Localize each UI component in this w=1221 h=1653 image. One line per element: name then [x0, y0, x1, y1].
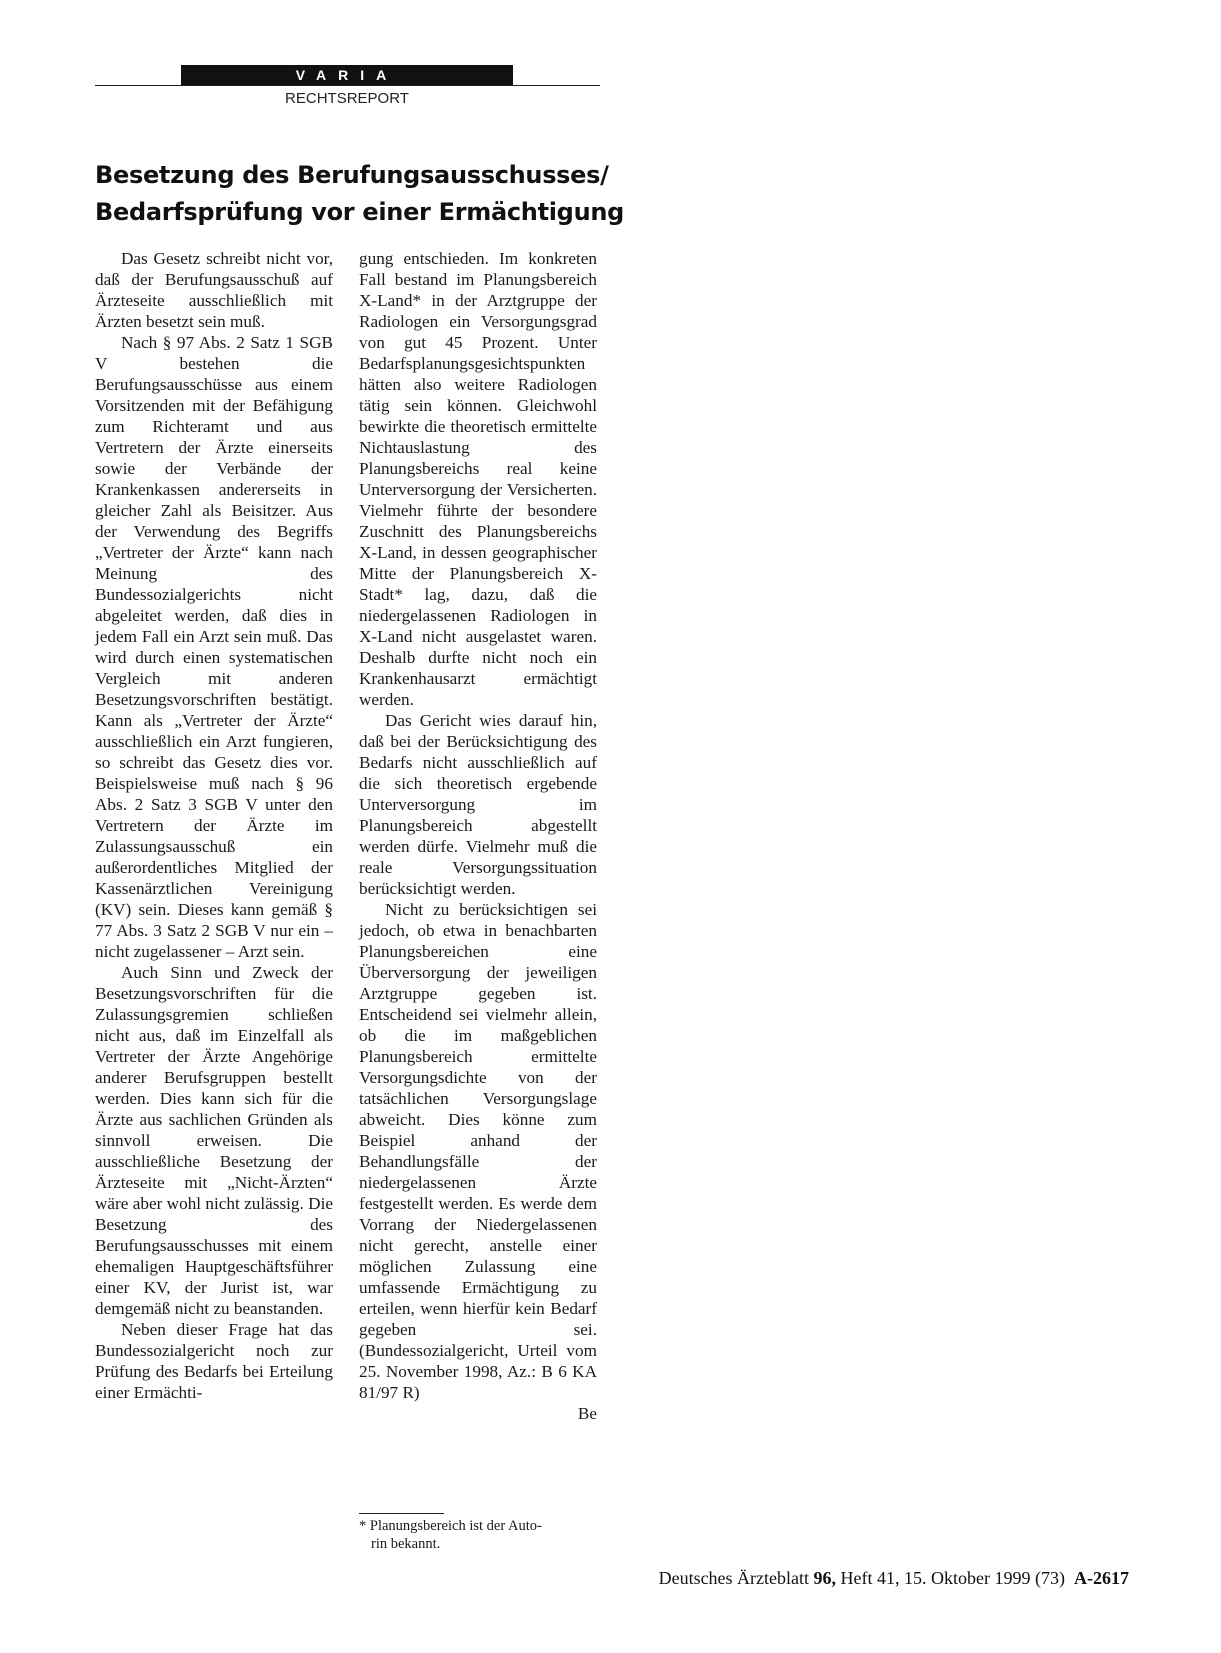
article-title-line-1: Besetzung des Berufungsausschusses/ [95, 161, 609, 189]
journal-name: Deutsches Ärzteblatt [658, 1568, 810, 1588]
header-rule [95, 85, 600, 86]
author-signature: Be [577, 1404, 597, 1423]
paragraph-continuation: gung entschieden. Im konkreten Fall bestand im Planungsbereich X-Land* in der Arztgruppe der Radiologen ein Versorgungsgrad von gut 45 Prozent. Unter Bedarfsplanungsgesichtspunkten hätten also weitere Radiologen tätig sein können. Gleichwohl bewirkte die theoretisch ermittelte Nichtauslastung des Planungsbereichs real keine Unterversorgung der Versicherten. Vielmehr führte der besondere Zuschnitt des Planungsbereichs X-Land, in dessen geographischer Mitte der Planungsbereich X-Stadt* lag, dazu, daß die niedergelassenen Radiologen in X-Land nicht ausgelastet waren. Deshalb durfte nicht noch ein Krankenhausarzt ermächtigt werden. [359, 249, 597, 709]
issue-info: Heft 41, 15. Oktober 1999 (73) [840, 1568, 1065, 1588]
paragraph: Das Gericht wies darauf hin, daß bei der Berücksichtigung des Bedarfs nicht ausschließlich auf die sich theoretisch ergebende Unterversorgung im Planungsbereich abgestellt werden dürfe. Vielmehr muß die reale Versorgungssituation berücksichtigt werden. [359, 711, 597, 898]
article-title [95, 157, 655, 231]
page-footer [659, 1568, 1129, 1589]
paragraph: Das Gesetz schreibt nicht vor, daß der Berufungsausschuß auf Ärzteseite ausschließlich mit Ärzten besetzt sein muß. [95, 249, 333, 331]
paragraph: Neben dieser Frage hat das Bundessozialgericht noch zur Prüfung des Bedarfs bei Erteilung einer Ermächti- [95, 1320, 333, 1402]
journal-volume: 96, [813, 1568, 837, 1588]
text-column-1 [95, 248, 333, 1403]
paragraph: Auch Sinn und Zweck der Besetzungsvorschriften für die Zulassungsgremien schließen nicht aus, daß im Einzelfall als Vertreter der Ärzte Angehörige anderer Berufsgruppen bestellt werden. Dies kann sich für die Ärzte aus sachlichen Gründen als sinnvoll erweisen. Die ausschließliche Besetzung der Ärzteseite mit „Nicht-Ärzten“ wäre aber wohl nicht zulässig. Die Besetzung des Berufungsausschusses mit einem ehemaligen Hauptgeschäftsführer einer KV, der Jurist ist, war demgemäß nicht zu beanstanden. [95, 963, 333, 1318]
footnote [359, 1517, 597, 1553]
footnote-rule [359, 1513, 444, 1514]
page-number: A-2617 [1074, 1568, 1129, 1588]
text-column-2 [359, 248, 597, 1424]
section-label: VARIA [181, 65, 513, 85]
paragraph: Nach § 97 Abs. 2 Satz 1 SGB V bestehen die Berufungsausschüsse aus einem Vorsitzenden mit der Befähigung zum Richteramt und aus Vertretern der Ärzte einerseits sowie der Verbände der Krankenkassen andererseits in gleicher Zahl als Beisitzer. Aus der Verwendung des Begriffs „Vertreter der Ärzte“ kann nach Meinung des Bundessozialgerichts nicht abgeleitet werden, daß dies in jedem Fall ein Arzt sein muß. Das wird durch einen systematischen Vergleich mit anderen Besetzungsvorschriften bestätigt. Kann als „Vertreter der Ärzte“ ausschließlich ein Arzt fungieren, so schreibt das Gesetz dies vor. Beispielsweise muß nach § 96 Abs. 2 Satz 3 SGB V unter den Vertretern der Ärzte im Zulassungsausschuß ein außerordentliches Mitglied der Kassenärztlichen Vereinigung (KV) sein. Dieses kann gemäß § 77 Abs. 3 Satz 2 SGB V nur ein – nicht zugelassener – Arzt sein. [95, 333, 333, 961]
paragraph: Nicht zu berücksichtigen sei jedoch, ob etwa in benachbarten Planungsbereichen eine Überversorgung der jeweiligen Arztgruppe gegeben ist. Entscheidend sei vielmehr allein, ob die im maßgeblichen Planungsbereich ermittelte Versorgungsdichte von der tatsächlichen Versorgungslage abweicht. Dies könne zum Beispiel anhand der Behandlungsfälle der niedergelassenen Ärzte festgestellt werden. Es werde dem Vorrang der Niedergelassenen nicht gerecht, anstelle einer möglichen Zulassung eine umfassende Ermächtigung zu erteilen, wenn hierfür kein Bedarf gegeben sei. (Bundessozialgericht, Urteil vom 25. November 1998, Az.: B 6 KA 81/97 R) [359, 900, 597, 1402]
article-title-line-2: Bedarfsprüfung vor einer Ermächtigung [95, 198, 625, 226]
footnote-line-2: rin bekannt. [371, 1536, 441, 1552]
subsection-label: RECHTSREPORT [285, 90, 409, 107]
footnote-line-1: * Planungsbereich ist der Auto- [359, 1518, 542, 1534]
